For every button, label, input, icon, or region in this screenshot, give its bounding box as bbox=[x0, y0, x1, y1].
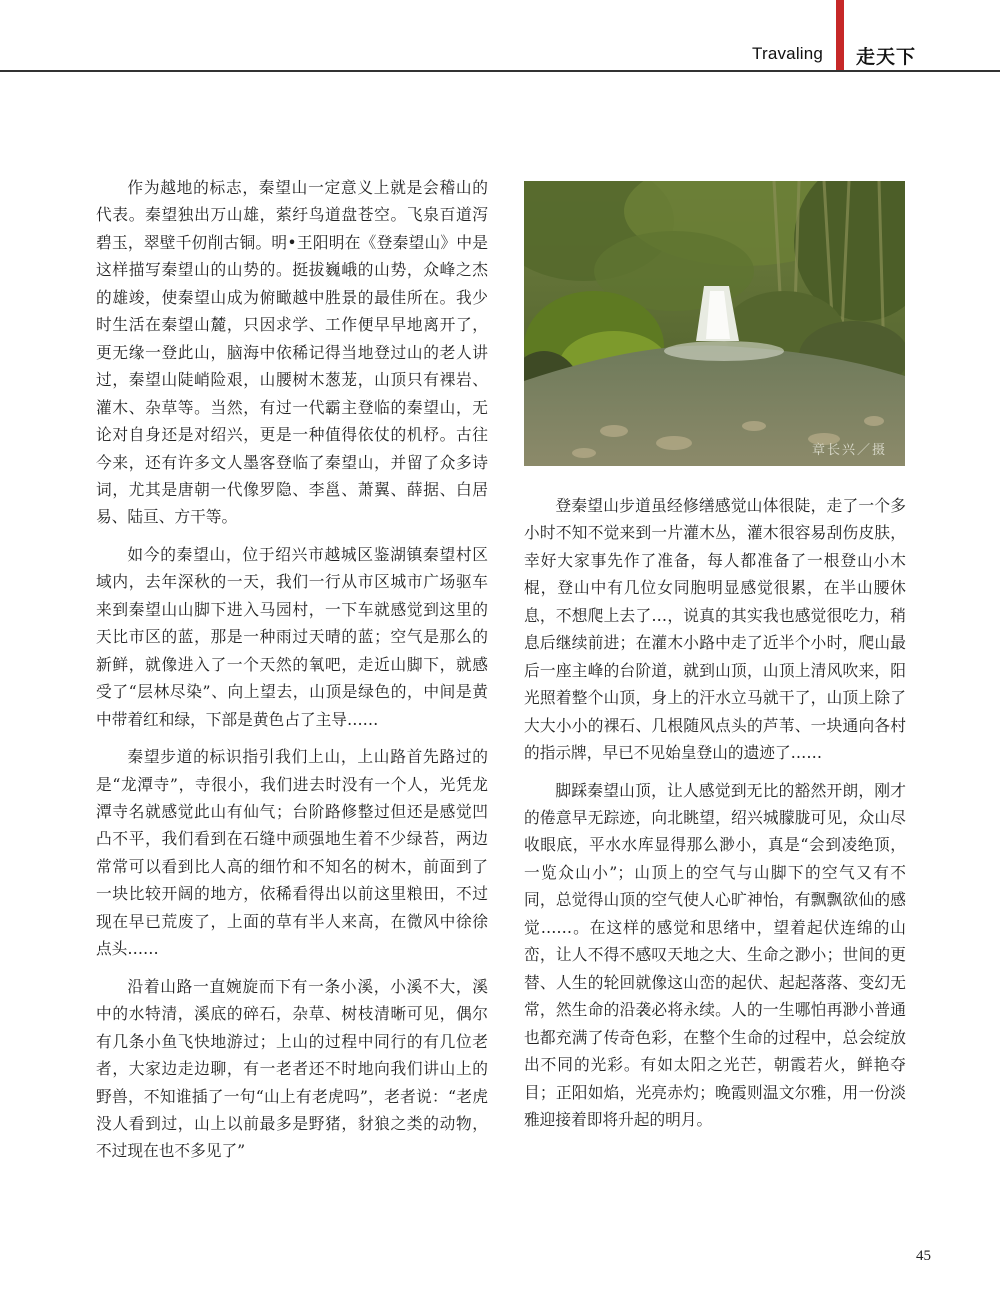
page-number: 45 bbox=[916, 1248, 931, 1264]
section-title-cn: 走天下 bbox=[856, 46, 917, 68]
paragraph: 如今的秦望山，位于绍兴市越城区鉴湖镇秦望村区域内，去年深秋的一天，我们一行从市区城市广场驱车来到秦望山山脚下进入马园村，一下车就感觉到这里的天比市区的蓝，那是一种雨过天晴的蓝；空气是那么的新鲜，就像进入了一个天然的氧吧，走近山脚下，就感受了“层林尽染”、向上望去，山顶是绿色的，中间是黄中带着红和绿，下部是黄色占了主导…… bbox=[96, 544, 488, 729]
waterfall-photo bbox=[524, 181, 905, 466]
header-accent-bar bbox=[836, 0, 844, 70]
photo-credit: 章长兴／摄 bbox=[811, 443, 887, 458]
paragraph: 登秦望山步道虽经修缮感觉山体很陡，走了一个多小时不知不觉来到一片灌木丛，灌木很容易刮伤皮肤，幸好大家事先作了准备，每人都准备了一根登山小木棍，登山中有几位女同胞明显感觉很累，在半山腰休息，不想爬上去了…，说真的其实我也感觉很吃力，稍息后继续前进；在灌木小路中走了近半个小时，爬山最后一座主峰的台阶道，就到山顶，山顶上清风吹来，阳光照着整个山顶，身上的汗水立马就干了，山顶上除了大大小小的裸石、几根随风点头的芦苇、一块通向各村的指示牌，早已不见始皇登山的遗迹了…… bbox=[524, 496, 906, 763]
section-title-en: Travaling bbox=[752, 44, 824, 63]
paragraph: 作为越地的标志，秦望山一定意义上就是会稽山的代表。秦望独出万山雄，萦纡鸟道盘苍空。飞泉百道泻碧玉，翠壁千仞削古铜。明•王阳明在《登秦望山》中是这样描写秦望山的山势的。挺拔巍峨的山势，众峰之杰的雄竣，使秦望山成为俯瞰越中胜景的最佳所在。我少时生活在秦望山麓，只因求学、工作便早早地离开了，更无缘一登此山，脑海中依稀记得当地登过山的老人讲过，秦望山陡峭险艰，山腰树木葱茏，山顶只有裸岩、灌木、杂草等。当然，有过一代霸主登临的秦望山，无论对自身还是对绍兴，更是一种值得依仗的机杼。古往今来，还有许多文人墨客登临了秦望山，并留了众多诗词，尤其是唐朝一代像罗隐、李邕、萧翼、薛据、白居易、陆亘、方干等。 bbox=[96, 178, 488, 527]
page-header bbox=[0, 0, 1000, 75]
paragraph: 沿着山路一直婉旋而下有一条小溪，小溪不大，溪中的水特清，溪底的碎石，杂草、树枝清晰可见，偶尔有几条小鱼飞快地游过；上山的过程中同行的有几位老者，大家边走边聊，有一老者还不时地向我们讲山上的野兽，不知谁插了一句“山上有老虎吗”，老者说：“老虎没人看到过，山上以前最多是野猪，豺狼之类的动物，不过现在也不多见了” bbox=[96, 976, 488, 1161]
waterfall-illustration bbox=[524, 181, 905, 466]
header-rule bbox=[0, 70, 1000, 72]
paragraph: 秦望步道的标识指引我们上山，上山路首先路过的是“龙潭寺”，寺很小，我们进去时没有一个人，光凭龙潭寺名就感觉此山有仙气；台阶路修整过但还是感觉凹凸不平，我们看到在石缝中顽强地生着不少绿苔，两边常常可以看到比人高的细竹和不知名的树木，前面到了一块比较开阔的地方，依稀看得出以前这里粮田，不过现在早已荒废了，上面的草有半人来高，在微风中徐徐点头…… bbox=[96, 747, 488, 959]
article-right-column bbox=[524, 492, 906, 1143]
article-left-column bbox=[96, 174, 488, 1175]
paragraph: 脚踩秦望山顶，让人感觉到无比的豁然开朗，刚才的倦意早无踪迹，向北眺望，绍兴城朦胧可见，众山尽收眼底，平水水库显得那么渺小，真是“会到凌绝顶，一览众山小”；山顶上的空气与山脚下的空气又有不同，总觉得山顶的空气使人心旷神怡，有飘飘欲仙的感觉……。在这样的感觉和思绪中，望着起伏连绵的山峦，让人不得不感叹天地之大、生命之渺小；世间的更替、人生的轮回就像这山峦的起伏、起起落落、变幻无常，然生命的沿袭必将永续。人的一生哪怕再渺小普通也都充满了传奇色彩，在整个生命的过程中，总会绽放出不同的光彩。有如太阳之光芒，朝霞若火，鲜艳夺目；正阳如焰，光亮赤灼；晚霞则温文尔雅，用一份淡雅迎接着即将升起的明月。 bbox=[524, 780, 906, 1129]
